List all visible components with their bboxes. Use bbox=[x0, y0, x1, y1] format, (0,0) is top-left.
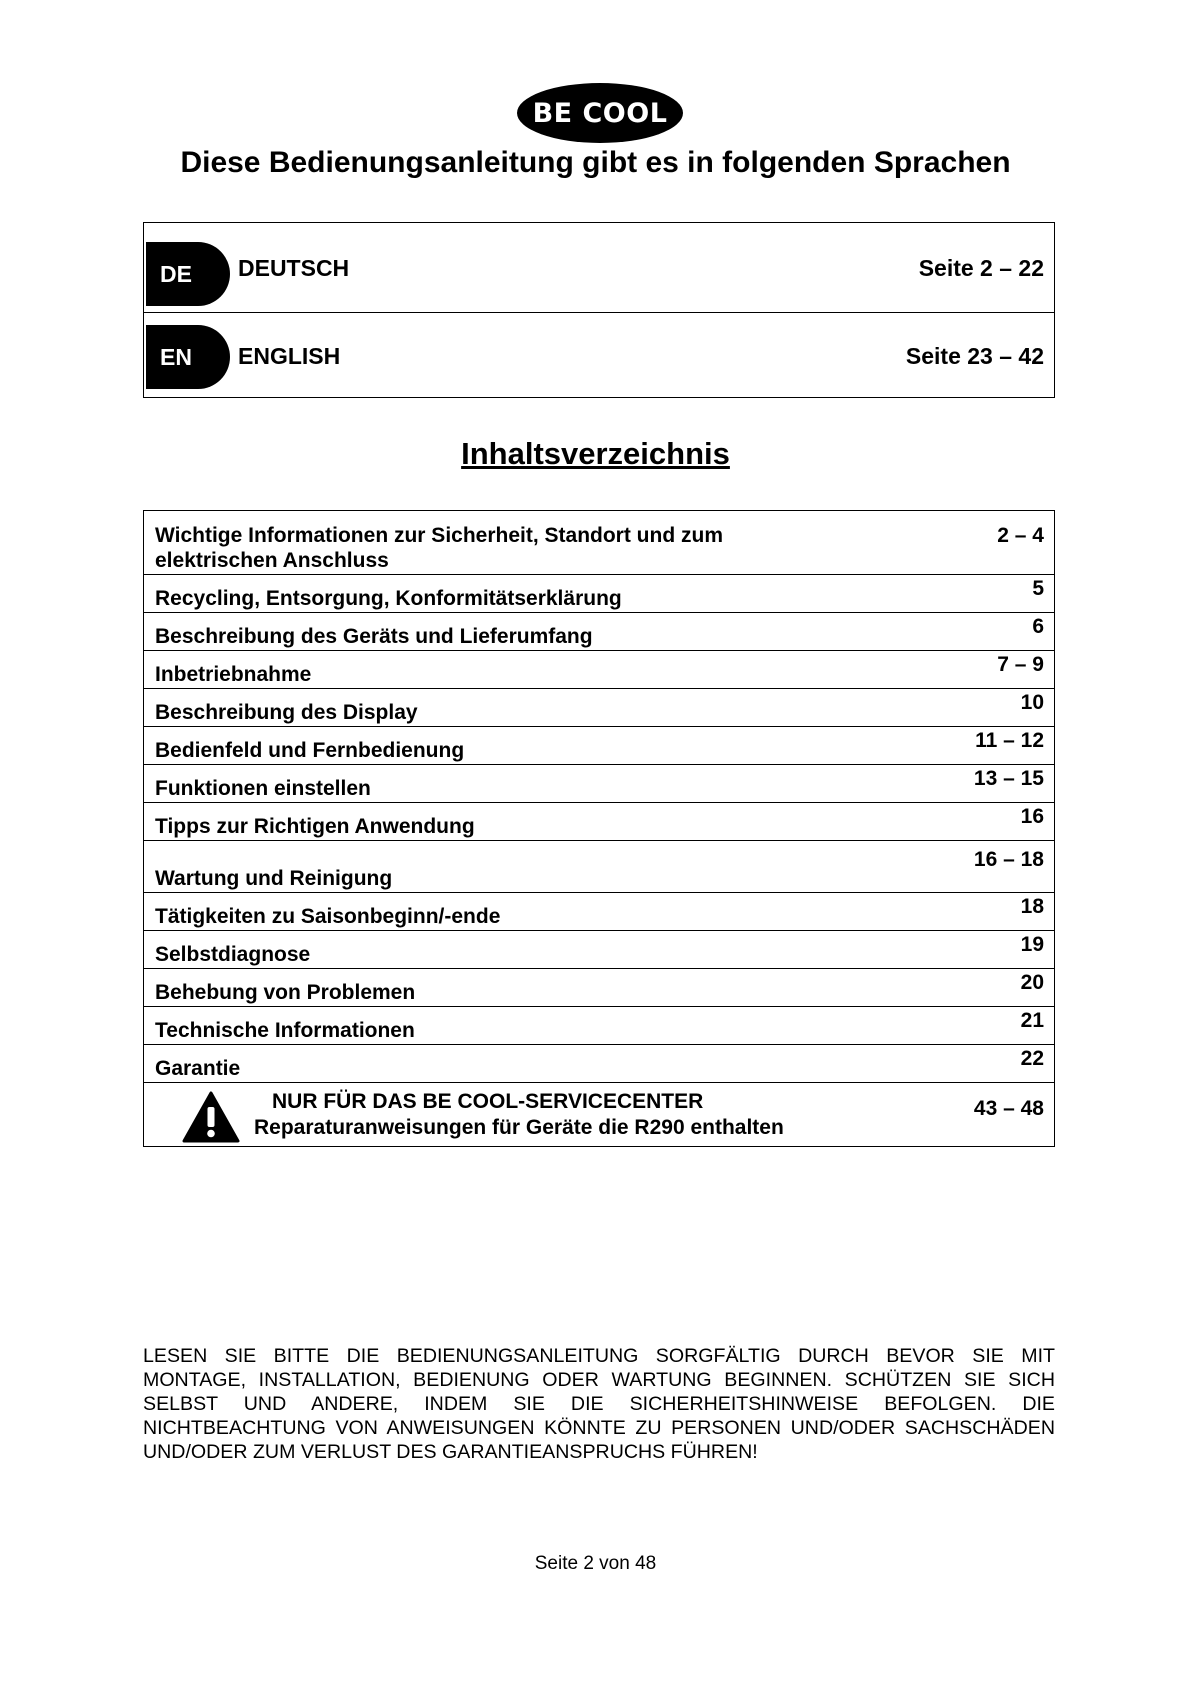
language-row-en bbox=[144, 312, 1054, 398]
toc-service-row bbox=[144, 1082, 1054, 1146]
toc-entry-label: Wichtige Informationen zur Sicherheit, Standort und zum elektrischen Anschluss bbox=[155, 524, 723, 572]
toc-entry-pages: 7 – 9 bbox=[997, 653, 1044, 676]
toc-row bbox=[144, 726, 1054, 764]
toc-entry-label: Technische Informationen bbox=[155, 1019, 415, 1042]
toc-row bbox=[144, 930, 1054, 968]
toc-row bbox=[144, 688, 1054, 726]
toc-row bbox=[144, 1006, 1054, 1044]
toc-row bbox=[144, 840, 1054, 892]
language-name-de: DEUTSCH bbox=[238, 255, 350, 281]
toc-entry-label: Beschreibung des Display bbox=[155, 701, 418, 724]
toc-entry-pages: 13 – 15 bbox=[973, 767, 1044, 790]
toc-row bbox=[144, 968, 1054, 1006]
language-badge-de: DE bbox=[146, 242, 230, 306]
toc-entry-label: Funktionen einstellen bbox=[155, 777, 371, 800]
toc-entry-label: Wartung und Reinigung bbox=[155, 867, 393, 890]
toc-entry-pages: 16 bbox=[1020, 805, 1044, 828]
toc-entry-pages: 43 – 48 bbox=[973, 1097, 1044, 1120]
toc-entry-pages: 19 bbox=[1020, 933, 1044, 956]
toc-entry-pages: 5 bbox=[1032, 577, 1044, 600]
toc-entry-pages: 6 bbox=[1032, 615, 1044, 638]
toc-entry-pages: 21 bbox=[1020, 1009, 1044, 1032]
toc-row bbox=[144, 892, 1054, 930]
service-note bbox=[254, 1089, 784, 1141]
language-row-de bbox=[144, 223, 1054, 312]
toc-entry-label: Tätigkeiten zu Saisonbeginn/-ende bbox=[155, 905, 501, 928]
language-table bbox=[143, 222, 1055, 398]
language-pages-de: Seite 2 – 22 bbox=[918, 255, 1044, 281]
toc-entry-pages: 18 bbox=[1020, 895, 1044, 918]
language-name-en: ENGLISH bbox=[238, 343, 341, 369]
toc-entry-label: Bedienfeld und Fernbedienung bbox=[155, 739, 465, 762]
toc-row bbox=[144, 1044, 1054, 1082]
toc-row bbox=[144, 802, 1054, 840]
toc-entry-pages: 11 – 12 bbox=[975, 729, 1044, 752]
toc-row bbox=[144, 511, 1054, 574]
toc-entry-label: Beschreibung des Geräts und Lieferumfang bbox=[155, 625, 593, 648]
toc-row bbox=[144, 612, 1054, 650]
brand-logo-text: BE COOL bbox=[532, 97, 668, 129]
service-note-title: NUR FÜR DAS BE COOL-SERVICECENTER bbox=[272, 1090, 704, 1113]
toc-row bbox=[144, 764, 1054, 802]
safety-notice: LESEN SIE BITTE DIE BEDIENUNGSANLEITUNG SORGFÄLTIG DURCH BEVOR SIE MIT MONTAGE, INSTALLATION, BEDIENUNG ODER WARTUNG BEGINNEN. SCHÜTZEN SIE SICH SELBST UND ANDERE, INDEM SIE DIE SICHERHEITSHINWEISE BEFOLGEN. DIE NICHTBEACHTUNG VON ANWEISUNGEN KÖNNTE ZU PERSONEN UND/ODER SACHSCHÄDEN UND/ODER ZUM VERLUST DES GARANTIEANSPRUCHS FÜHREN! bbox=[143, 1345, 1055, 1463]
toc-entry-label: Behebung von Problemen bbox=[155, 981, 416, 1004]
toc-entry-label: Inbetriebnahme bbox=[155, 663, 312, 686]
toc-entry-pages: 16 – 18 bbox=[973, 848, 1044, 871]
toc-entry-pages: 10 bbox=[1020, 691, 1044, 714]
toc-entry-label: Tipps zur Richtigen Anwendung bbox=[155, 815, 475, 838]
toc-entry-label: Garantie bbox=[155, 1057, 241, 1080]
brand-logo bbox=[517, 83, 683, 143]
language-pages-en: Seite 23 – 42 bbox=[905, 343, 1044, 369]
toc-entry-label: Selbstdiagnose bbox=[155, 943, 311, 966]
service-note-subtitle: Reparaturanweisungen für Geräte die R290 enthalten bbox=[254, 1116, 784, 1139]
toc-entry-pages: 2 – 4 bbox=[997, 524, 1044, 547]
warning-icon bbox=[182, 1091, 240, 1143]
toc-entry-pages: 20 bbox=[1020, 971, 1044, 994]
toc-entry-label: Recycling, Entsorgung, Konformitätserklärung bbox=[155, 587, 622, 610]
toc-table bbox=[143, 510, 1055, 1147]
language-badge-en: EN bbox=[146, 325, 230, 389]
page-title: Diese Bedienungsanleitung gibt es in folgenden Sprachen bbox=[180, 146, 1011, 179]
toc-entry-pages: 22 bbox=[1020, 1047, 1044, 1070]
page-number: Seite 2 von 48 bbox=[534, 1553, 657, 1574]
toc-row bbox=[144, 650, 1054, 688]
toc-row bbox=[144, 574, 1054, 612]
toc-heading: Inhaltsverzeichnis bbox=[461, 436, 730, 471]
